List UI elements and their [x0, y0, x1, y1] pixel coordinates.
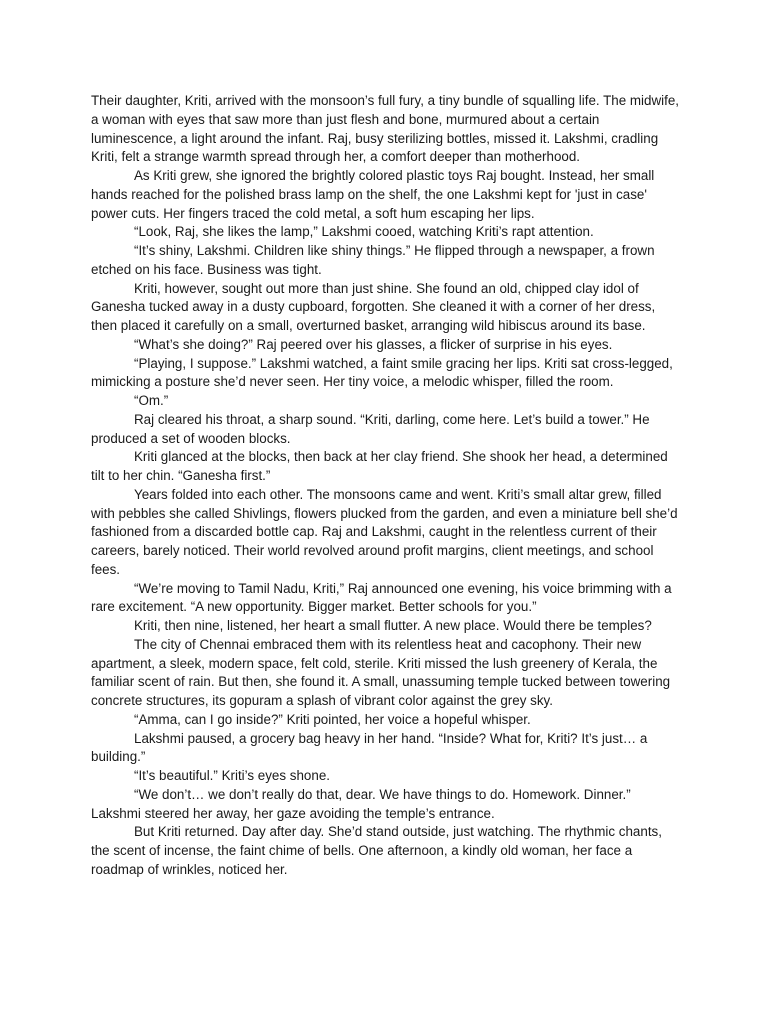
- paragraph: “It’s shiny, Lakshmi. Children like shiny things.” He flipped through a newspaper, a frown etched on his face. Business was tight.: [91, 243, 655, 277]
- paragraph: “What’s she doing?” Raj peered over his glasses, a flicker of surprise in his eyes.: [134, 336, 613, 352]
- paragraph: Their daughter, Kriti, arrived with the monsoon’s full fury, a tiny bundle of squalling life. The midwife, a woman with eyes that saw more than just flesh and bone, murmured about a certain luminescence, a light around the infant. Raj, busy sterilizing bottles, missed it. Lakshmi, cradling Kriti, felt a strange warmth spread through her, a comfort deeper than motherhood.: [91, 93, 679, 165]
- paragraph: Lakshmi paused, a grocery bag heavy in her hand. “Inside? What for, Kriti? It’s just… a building.”: [91, 730, 648, 765]
- paragraph: As Kriti grew, she ignored the brightly colored plastic toys Raj bought. Instead, her small hands reached for the polished brass lamp on the shelf, the one Lakshmi kept for 'just in case' power cuts. Her fingers traced the cold metal, a soft hum escaping her lips.: [91, 168, 655, 221]
- story-text: [91, 92, 680, 880]
- paragraph: Raj cleared his throat, a sharp sound. “Kriti, darling, come here. Let’s build a tower.” He produced a set of wooden blocks.: [91, 411, 650, 446]
- paragraph: “We’re moving to Tamil Nadu, Kriti,” Raj announced one evening, his voice brimming with a rare excitement. “A new opportunity. Bigger market. Better schools for you.”: [91, 580, 672, 615]
- paragraph: But Kriti returned. Day after day. She’d stand outside, just watching. The rhythmic chants, the scent of incense, the faint chime of bells. One afternoon, a kindly old woman, her face a roadmap of wrinkles, noticed her.: [91, 824, 662, 877]
- paragraph: Kriti, however, sought out more than just shine. She found an old, chipped clay idol of Ganesha tucked away in a dusty cupboard, forgotten. She cleaned it with a corner of her dress, then placed it carefully on a small, overturned basket, arranging wild hibiscus around its base.: [91, 280, 656, 333]
- paragraph: “It’s beautiful.” Kriti’s eyes shone.: [134, 768, 330, 783]
- paragraph: “Look, Raj, she likes the lamp,” Lakshmi cooed, watching Kriti’s rapt attention.: [134, 224, 594, 240]
- paragraph: Kriti, then nine, listened, her heart a small flutter. A new place. Would there be temples?: [134, 618, 652, 633]
- paragraph: “Playing, I suppose.” Lakshmi watched, a faint smile gracing her lips. Kriti sat cross-legged, mimicking a posture she’d never seen. Her tiny voice, a melodic whisper, filled the room.: [91, 355, 673, 390]
- paragraph: The city of Chennai embraced them with its relentless heat and cacophony. Their new apartment, a sleek, modern space, felt cold, sterile. Kriti missed the lush greenery of Kerala, the familiar scent of rain. But then, she found it. A small, unassuming temple tucked between towering concrete structures, its gopuram a splash of vibrant color against the grey sky.: [91, 636, 671, 708]
- paragraph: “We don’t… we don’t really do that, dear. We have things to do. Homework. Dinner.” Lakshmi steered her away, her gaze avoiding the temple’s entrance.: [91, 786, 631, 821]
- paragraph: “Amma, can I go inside?” Kriti pointed, her voice a hopeful whisper.: [134, 711, 531, 727]
- paragraph: Kriti glanced at the blocks, then back at her clay friend. She shook her head, a determined tilt to her chin. “Ganesha first.”: [91, 449, 668, 483]
- paragraph: Years folded into each other. The monsoons came and went. Kriti’s small altar grew, filled with pebbles she called Shivlings, flowers plucked from the garden, and even a miniature bell she’d fashioned from a discarded bottle cap. Raj and Lakshmi, caught in the relentless current of their careers, barely noticed. Their world revolved around profit margins, client meetings, and school fees.: [91, 486, 678, 577]
- paragraph: “Om.”: [134, 393, 169, 408]
